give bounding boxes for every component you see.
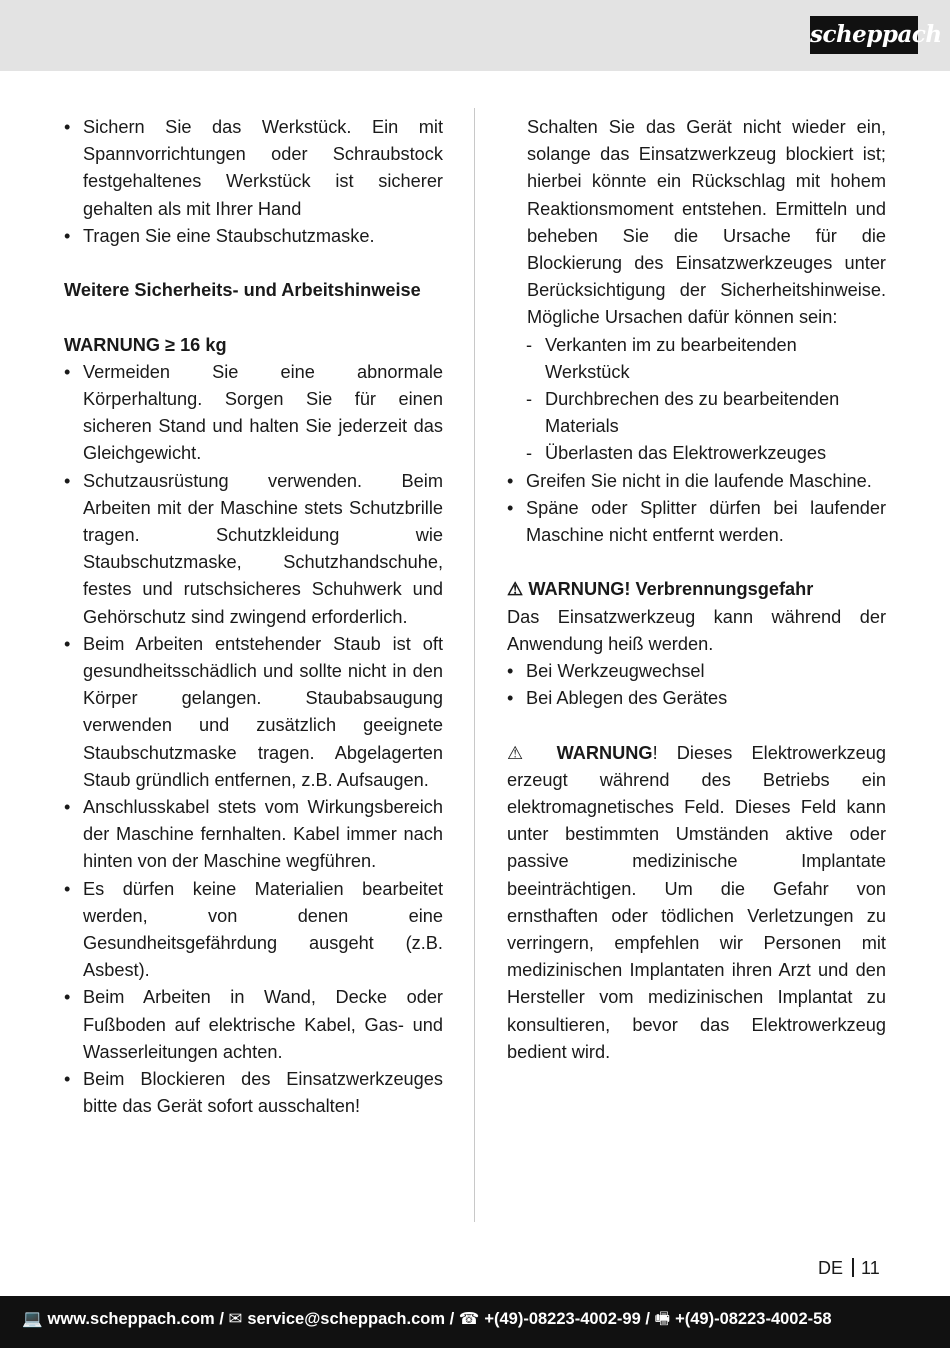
burn-warning-heading (507, 576, 886, 603)
brand-logo: scheppach (810, 16, 918, 54)
list-item: • Beim Arbeiten entstehender Staub ist oft gesundheitsschädlich und sollte nicht in den Körper gelangen. Staubabsaugung verwenden und zusätzlich geeignete Staubschutzmaske tragen. Abgelagerten Staub gründlich entfernen, z.B. Aufsaugen. (64, 631, 443, 794)
page-indicator (818, 1256, 880, 1280)
email-link[interactable]: service@scheppach.com (247, 1310, 446, 1328)
section-heading: Weitere Sicherheits- und Arbeitshinweise (64, 280, 421, 301)
page-header (0, 0, 950, 71)
list-item: • Tragen Sie eine Staubschutzmaske. (64, 223, 443, 250)
phone-number: +(49)-08223-4002-99 (484, 1310, 641, 1328)
footer-separator: / (445, 1310, 459, 1328)
burn-warning-list (507, 658, 886, 712)
right-bullet-list (507, 468, 886, 550)
fax-icon: 🖷 (654, 1310, 671, 1328)
emf-warning-label: WARNUNG (556, 742, 653, 763)
page-separator (852, 1258, 854, 1277)
footer-separator: / (214, 1310, 229, 1328)
fax-number: +(49)-08223-4002-58 (675, 1310, 832, 1328)
list-item: • Schutzausrüstung verwenden. Beim Arbeiten mit der Maschine stets Schutzbrille tragen. Schutzkleidung wie Staubschutzmaske, Schutzhandschuhe, festes und rutschsicheres Schuhwerk und Gehörschutz sind zwingend erforderlich. (64, 468, 443, 631)
causes-list (507, 332, 886, 468)
phone-icon: ☎ (458, 1310, 480, 1328)
list-item: • Beim Arbeiten in Wand, Decke oder Fußboden auf elektrische Kabel, Gas- und Wasserleitungen achten. (64, 984, 443, 1066)
emf-warning-paragraph (507, 740, 886, 1066)
burn-warning-title: WARNUNG! Verbrennungsgefahr (528, 579, 814, 600)
language-code: DE (818, 1258, 844, 1278)
list-item: - Durchbrechen des zu bearbeitenden Materials (526, 386, 886, 440)
left-column (64, 114, 443, 1120)
list-item: - Verkanten im zu bearbeitenden Werkstück (526, 332, 886, 386)
list-item: - Überlasten das Elektrowerkzeuges (526, 440, 886, 467)
computer-icon: 💻 (22, 1310, 43, 1328)
list-item: • Vermeiden Sie eine abnormale Körperhaltung. Sorgen Sie für einen sicheren Stand und halten Sie jederzeit das Gleichgewicht. (64, 359, 443, 468)
warning-weight-heading: WARNUNG ≥ 16 kg (64, 334, 227, 355)
emf-warning-text: ! Dieses Elektrowerkzeug erzeugt während des Betriebs ein elektromagnetisches Feld. Dieses Feld kann unter bestimmten Umständen aktive oder passive medizinische Implantate beeinträchtigen. Um die Gefahr von ernsthaften oder tödlichen Verletzungen zu verringern, empfehlen wir Personen mit medizinischen Implantaten ihren Arzt und den Hersteller vom medizinischen Implantat zu konsultieren, bevor das Elektrowerkzeug bedient wird. (507, 742, 886, 1062)
list-item: • Späne oder Splitter dürfen bei laufender Maschine nicht entfernt werden. (507, 495, 886, 549)
column-divider (474, 108, 475, 1222)
list-item: • Beim Blockieren des Einsatzwerkzeuges bitte das Gerät sofort ausschalten! (64, 1066, 443, 1120)
page-number: 11 (861, 1258, 880, 1278)
list-item: • Greifen Sie nicht in die laufende Maschine. (507, 468, 886, 495)
list-item: • Anschlusskabel stets vom Wirkungsbereich der Maschine fernhalten. Kabel immer nach hinten von der Maschine wegführen. (64, 794, 443, 876)
list-item: • Sichern Sie das Werkstück. Ein mit Spannvorrichtungen oder Schraubstock festgehaltenes Werkstück ist sicherer gehalten als mit Ihrer Hand (64, 114, 443, 223)
warning-bullet-list (64, 359, 443, 1121)
warning-triangle-icon: ⚠ (507, 579, 524, 600)
warning-triangle-icon: ⚠ (507, 742, 538, 763)
website-link[interactable]: www.scheppach.com (47, 1310, 215, 1328)
list-item: • Es dürfen keine Materialien bearbeitet werden, von denen eine Gesundheitsgefährdung ausgeht (z.B. Asbest). (64, 876, 443, 985)
top-bullet-list (64, 114, 443, 250)
continuation-paragraph: Schalten Sie das Gerät nicht wieder ein, solange das Einsatzwerkzeug blockiert ist; hierbei könnte ein Rückschlag mit hohem Reaktionsmoment entstehen. Ermitteln und beheben Sie die Ursache für die Blockierung des Einsatzwerkzeuges unter Berücksichtigung der Sicherheitshinweise. Mögliche Ursachen dafür können sein: (527, 117, 886, 328)
footer-separator: / (640, 1310, 655, 1328)
burn-warning-text: Das Einsatzwerkzeug kann während der Anwendung heiß werden. (507, 606, 886, 654)
list-item: • Bei Ablegen des Gerätes (507, 685, 886, 712)
right-column (507, 114, 886, 1066)
email-icon: ✉ (228, 1310, 243, 1328)
contact-footer (0, 1296, 950, 1348)
list-item: • Bei Werkzeugwechsel (507, 658, 886, 685)
